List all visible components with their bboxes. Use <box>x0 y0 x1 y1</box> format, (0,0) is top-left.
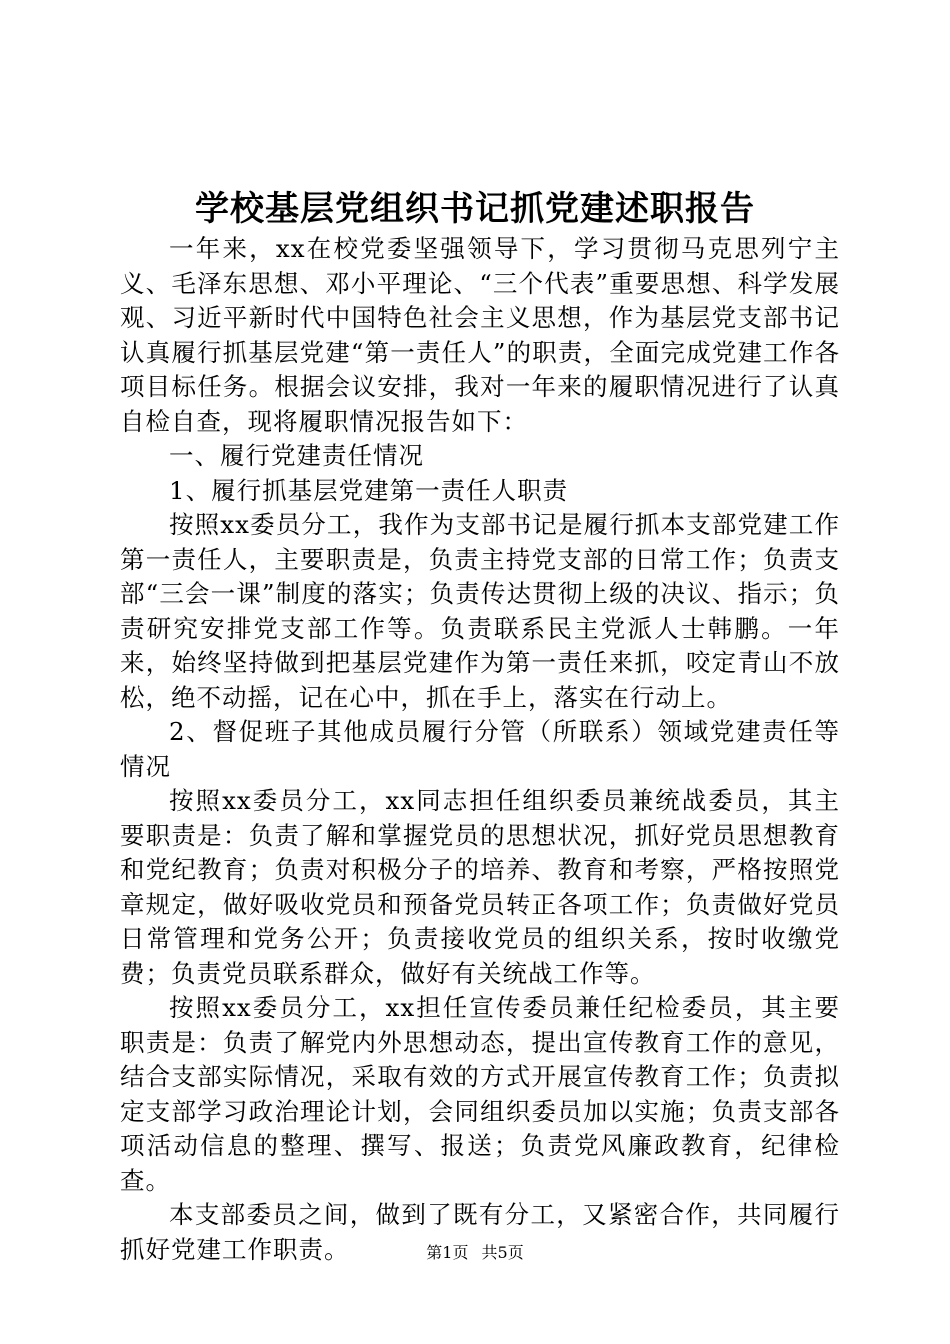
page-number: 第1页 <box>426 1243 469 1262</box>
document-title: 学校基层党组织书记抓党建述职报告 <box>195 189 755 229</box>
section-heading-1: 一、履行党建责任情况 <box>169 441 424 470</box>
paragraph-intro: 一年来，xx在校党委坚强领导下，学习贯彻马克思列宁主义、毛泽东思想、邓小平理论、“三个代表”重要思想、科学发展观、习近平新时代中国特色社会主义思想，作为基层党支部书记认真履行抓基层党建“第一责任人”的职责，全面完成党建工作各项目标任务。根据会议安排，我对一年来的履职情况进行了认真自检自查，现将履职情况报告如下： <box>120 234 840 436</box>
paragraph-secretary-duties: 按照xx委员分工，我作为支部书记是履行抓本支部党建工作第一责任人，主要职责是，负责主持党支部的日常工作；负责支部“三会一课”制度的落实；负责传达贯彻上级的决议、指示；负责研究安排党支部工作等。负责联系民主党派人士韩鹏。一年来，始终坚持做到把基层党建作为第一责任来抓，咬定青山不放松，绝不动摇，记在心中，抓在手上，落实在行动上。 <box>120 510 840 712</box>
page-total: 共5页 <box>481 1243 524 1262</box>
document-body <box>120 232 840 1267</box>
paragraph-cooperation: 本支部委员之间，做到了既有分工，又紧密合作，共同履行抓好党建工作职责。 <box>120 1200 840 1264</box>
paragraph-organization-member: 按照xx委员分工，xx同志担任组织委员兼统战委员，其主要职责是：负责了解和掌握党员的思想状况，抓好党员思想教育和党纪教育；负责对积极分子的培养、教育和考察，严格按照党章规定，做好吸收党员和预备党员转正各项工作；负责做好党员日常管理和党务公开；负责接收党员的组织关系，按时收缴党费；负责党员联系群众，做好有关统战工作等。 <box>120 786 840 988</box>
subsection-heading-2: 2、督促班子其他成员履行分管（所联系）领域党建责任等情况 <box>120 717 840 781</box>
paragraph-propaganda-member: 按照xx委员分工，xx担任宣传委员兼任纪检委员，其主要职责是：负责了解党内外思想动态，提出宣传教育工作的意见，结合支部实际情况，采取有效的方式开展宣传教育工作；负责拟定支部学习政治理论计划，会同组织委员加以实施；负责支部各项活动信息的整理、撰写、报送；负责党风廉政教育，纪律检查。 <box>120 993 840 1195</box>
page-footer <box>0 1242 950 1264</box>
subsection-heading-1: 1、履行抓基层党建第一责任人职责 <box>169 475 569 505</box>
